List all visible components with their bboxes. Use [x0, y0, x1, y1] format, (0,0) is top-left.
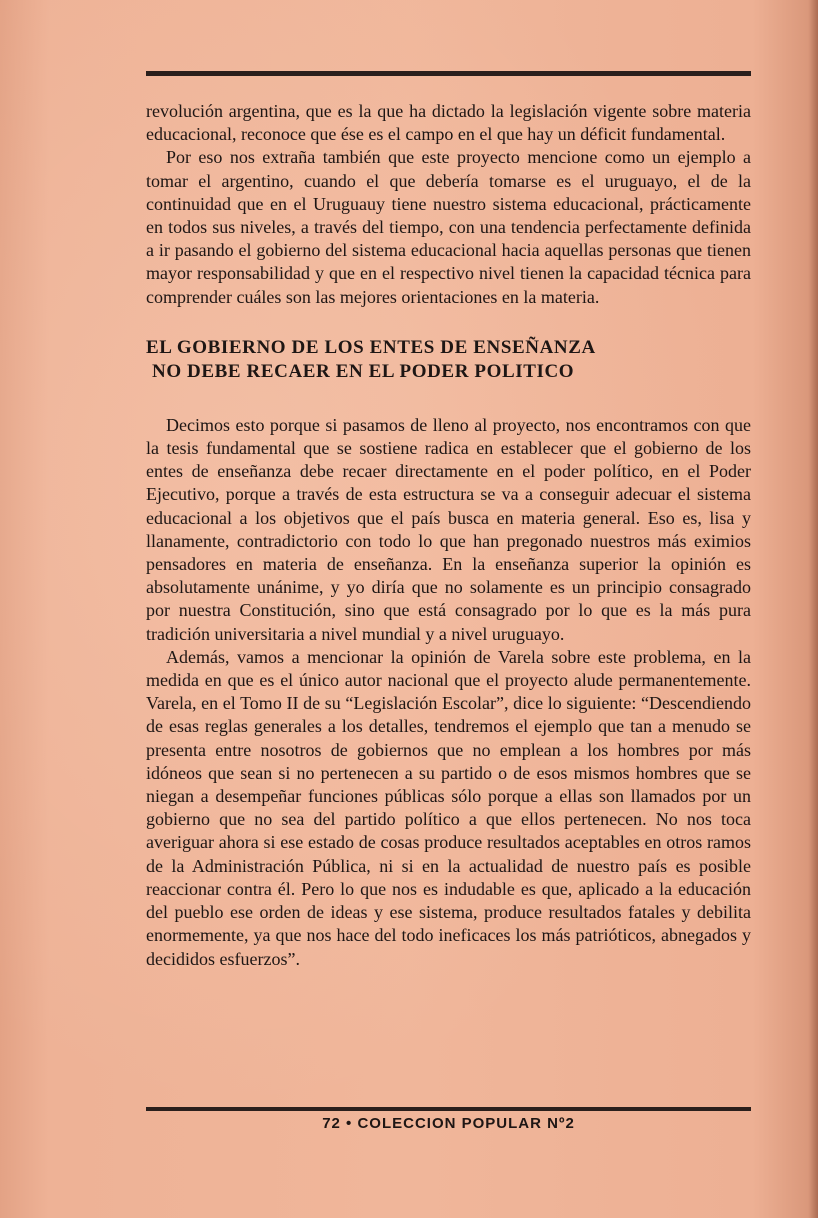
paragraph: Además, vamos a mencionar la opinión de Varela sobre este problema, en la medida en que es el único autor nacional que el proyecto alude permanentemente. Varela, en el Tomo II de su “Legislación Escolar”, dice lo siguiente: “Descendiendo de esas reglas generales a los detalles, tendremos el ejemplo que tan a menudo se presenta entre nosotros de gobiernos que no emplean a los hombres por más idóneos que sean si no pertenecen a su partido o de esos mismos hombres que se niegan a desempeñar funciones públicas sólo porque a ellas son llamados por un gobierno que no sea del partido político a que ellos pertenecen. No nos toca averiguar ahora si ese estado de cosas produce resultados aceptables en otros ramos de la Administración Pública, ni si en la actualidad de nuestro país es posible reaccionar contra él. Pero lo que nos es indudable es que, aplicado a la educación del pueblo ese orden de ideas y ese sistema, produce resultados fatales y debilita enormemente, ya que nos hace del todo ineficaces los más patrióticos, abnegados y decididos esfuerzos”. — [146, 646, 751, 969]
page-footer: 72 • COLECCION POPULAR Nº2 — [322, 1115, 575, 1132]
bottom-rule — [146, 1107, 751, 1111]
paragraph: Por eso nos extraña también que este proyecto mencione como un ejemplo a tomar el argentino, cuando el que debería tomarse es el uruguayo, el de la continuidad que en el Uruguauy tiene nuestro sistema educacional, prácticamente en todos sus niveles, a través del tiempo, con una tendencia perfectamente definida a ir pasando el gobierno del sistema educacional hacia aquellas personas que tienen mayor responsabilidad y que en el respectivo nivel tienen la capacidad técnica para comprender cuáles son las mejores orientaciones en la materia. — [146, 147, 751, 307]
page-body — [146, 100, 751, 971]
paragraph-continuation: revolución argentina, que es la que ha dictado la legislación vigente sobre materia educacional, reconoce que ése es el campo en el que hay un déficit fundamental. — [146, 101, 751, 145]
section-heading-line-1: EL GOBIERNO DE LOS ENTES DE ENSEÑANZA — [146, 336, 596, 358]
top-rule — [146, 71, 751, 76]
section-heading-line-2: NO DEBE RECAER EN EL PODER POLITICO — [152, 360, 575, 382]
paragraph: Decimos esto porque si pasamos de lleno al proyecto, nos encontramos con que la tesis fundamental que se sostiene radica en establecer que el gobierno de los entes de enseñanza debe recaer directamente en el poder político, en el Poder Ejecutivo, porque a través de esta estructura se va a conseguir adecuar el sistema educacional a los objetivos que el país busca en materia general. Eso es, lisa y llanamente, contradictorio con todo lo que han pregonado nuestros más eximios pensadores en materia de enseñanza. En la enseñanza superior la opinión es absolutamente unánime, y yo diría que no solamente es un principio consagrado por nuestra Constitución, sino que está consagrado por lo que es la más pura tradición universitaria a nivel mundial y a nivel uruguayo. — [146, 414, 751, 644]
section-heading — [146, 336, 751, 384]
page-edge-shadow — [808, 0, 818, 1218]
